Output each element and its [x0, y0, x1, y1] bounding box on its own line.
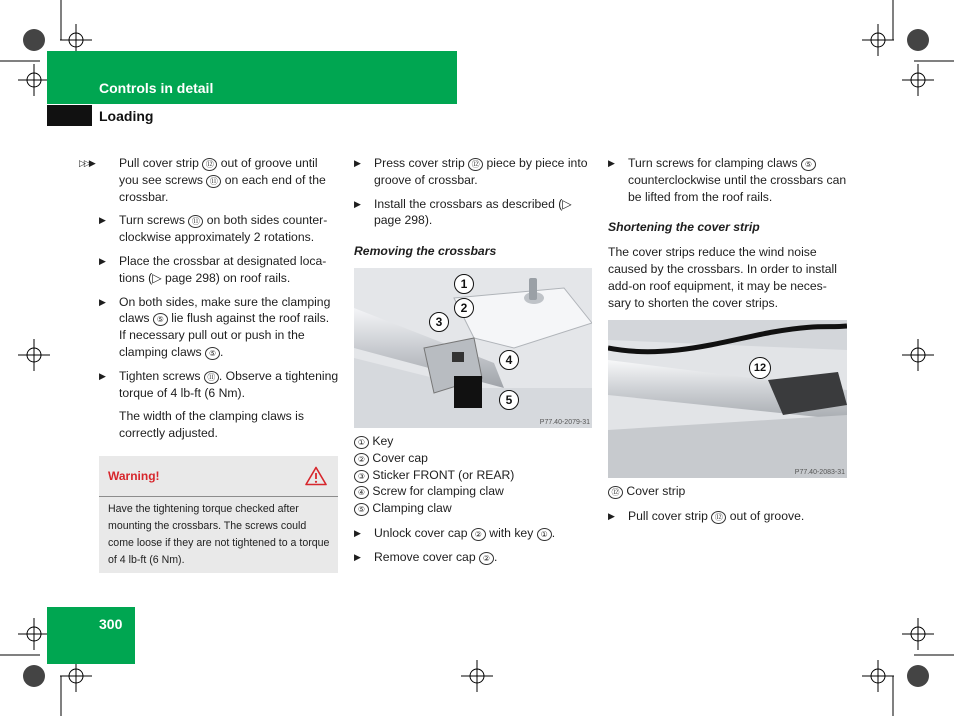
callout-1: 1 — [454, 274, 474, 294]
step-press-cover-strip: ▶ Press cover strip ⑫ piece by piece into groove of crossbar. — [354, 156, 588, 187]
bullet-triangle-icon: ▶ — [608, 510, 615, 521]
callout-5: 5 — [499, 390, 519, 410]
ref-number: ⑪ — [188, 215, 203, 228]
cover-strip-drawing — [608, 320, 847, 478]
warning-title: Warning! — [108, 469, 160, 483]
result-note: The width of the clamping claws is correctly adjusted. — [119, 409, 304, 441]
bullet-triangle-icon: ▶ — [99, 255, 106, 266]
ref-number: ⑫ — [468, 158, 483, 171]
page-number: 300 — [99, 616, 123, 632]
warning-divider — [99, 496, 338, 497]
step-place-crossbar — [99, 253, 339, 287]
bullet-triangle-icon: ▶ — [99, 370, 106, 381]
bullet-triangle-icon: ▶ — [99, 215, 106, 226]
legend-item: ⑤ Clamping claw — [354, 500, 594, 517]
bullet-triangle-icon: ▶ — [354, 551, 361, 562]
warning-triangle-icon — [305, 466, 327, 486]
callout-3: 3 — [429, 312, 449, 332]
section-heading-removing: Removing the crossbars — [354, 244, 497, 259]
header-black-tab — [47, 105, 92, 126]
bullet-triangle-icon: ▶ — [354, 198, 361, 209]
step-check-clamping-claws: ▶ On both sides, make sure the clamping claws ⑤ lie flush against the roof rails. If necessary pull out or push in the clamping claws ⑤ . — [99, 294, 331, 359]
crossbar-drawing — [354, 268, 592, 428]
callout-12: 12 — [749, 357, 771, 379]
figure-code: P77.40-2083-31 — [794, 469, 845, 476]
callout-2: 2 — [454, 298, 474, 318]
bullet-triangle-icon: ▶ — [99, 296, 106, 307]
ref-number: ② — [471, 528, 486, 541]
ref-number: ⑤ — [205, 347, 220, 360]
page-reference-link: Place the crossbar at designated loca-tions (▷ page 298) on roof rails. — [119, 253, 327, 285]
ref-number: ⑤ — [801, 158, 816, 171]
bullet-triangle-icon: ▶ — [354, 527, 361, 538]
legend-item: ⑫ Cover strip — [608, 483, 848, 500]
step-tighten-screws: ▶ Tighten screws ⑪ . Observe a tightening torque of 4 lb-ft (6 Nm). — [99, 368, 339, 400]
column-3 — [608, 155, 848, 319]
ref-number: ② — [479, 552, 494, 565]
column-1 — [79, 155, 339, 450]
ref-number: ⑪ — [204, 371, 219, 384]
section-title: Controls in detail — [99, 80, 214, 96]
ref-number: ⑫ — [711, 511, 726, 524]
step-unlock-cover-cap: ▶ Unlock cover cap ② with key ① . — [354, 525, 556, 540]
ref-number: ⑪ — [206, 175, 221, 188]
intro-paragraph: The cover strips reduce the wind noise caused by the crossbars. In order to install add-on roof equipment, it may be neces-sary to shorten the cover strips. — [608, 245, 837, 310]
section-heading-shortening: Shortening the cover strip — [608, 220, 760, 235]
step-pull-cover-strip-out: ▶ Pull cover strip ⑫ out of groove. — [608, 508, 805, 523]
step-remove-cover-cap: ▶ Remove cover cap ② . — [354, 549, 498, 564]
crossbar-cover-cap-illustration — [354, 268, 592, 428]
bullet-triangle-icon: ▶ — [608, 158, 615, 168]
legend-item: ① Key — [354, 433, 594, 450]
figure-code: P77.40-2079-31 — [539, 419, 590, 426]
step-pull-cover-strip: ▷▷▶ Pull cover strip ⑫ out of groove until you see screws ⑪ on each end of the crossbar. — [79, 156, 326, 204]
column-3-legend — [608, 483, 848, 532]
cover-strip-illustration — [608, 320, 847, 478]
warning-box — [99, 456, 338, 573]
ref-number: ⑤ — [153, 313, 168, 326]
column-2-legend — [354, 433, 594, 573]
legend-item: ② Cover cap — [354, 450, 594, 467]
subsection-title: Loading — [99, 108, 154, 124]
ref-number: ⑫ — [202, 158, 217, 171]
legend-item: ④ Screw for clamping claw — [354, 483, 594, 500]
legend-item: ③ Sticker FRONT (or REAR) — [354, 467, 594, 484]
bullet-triangle-icon: ▶ — [354, 158, 361, 168]
step-install-crossbars — [354, 196, 594, 230]
header-band — [47, 51, 457, 104]
warning-text: Have the tightening torque checked after mounting the crossbars. The screws could come loose if they are not tightened to a torque of 4 lb-ft (6 Nm). — [108, 503, 330, 566]
page-reference-link: Install the crossbars as described (▷ page 298). — [374, 196, 572, 228]
column-2 — [354, 155, 594, 268]
continue-arrows-icon: ▷▷▶ — [79, 158, 94, 168]
step-turn-clamping-screws: ▶ Turn screws for clamping claws ⑤ counterclockwise until the crossbars can be lifted from the roof rails. — [608, 156, 847, 204]
callout-4: 4 — [499, 350, 519, 370]
ref-number: ① — [537, 528, 552, 541]
step-turn-screws: ▶ Turn screws ⑪ on both sides counter-clockwise approximately 2 rotations. — [99, 213, 328, 245]
